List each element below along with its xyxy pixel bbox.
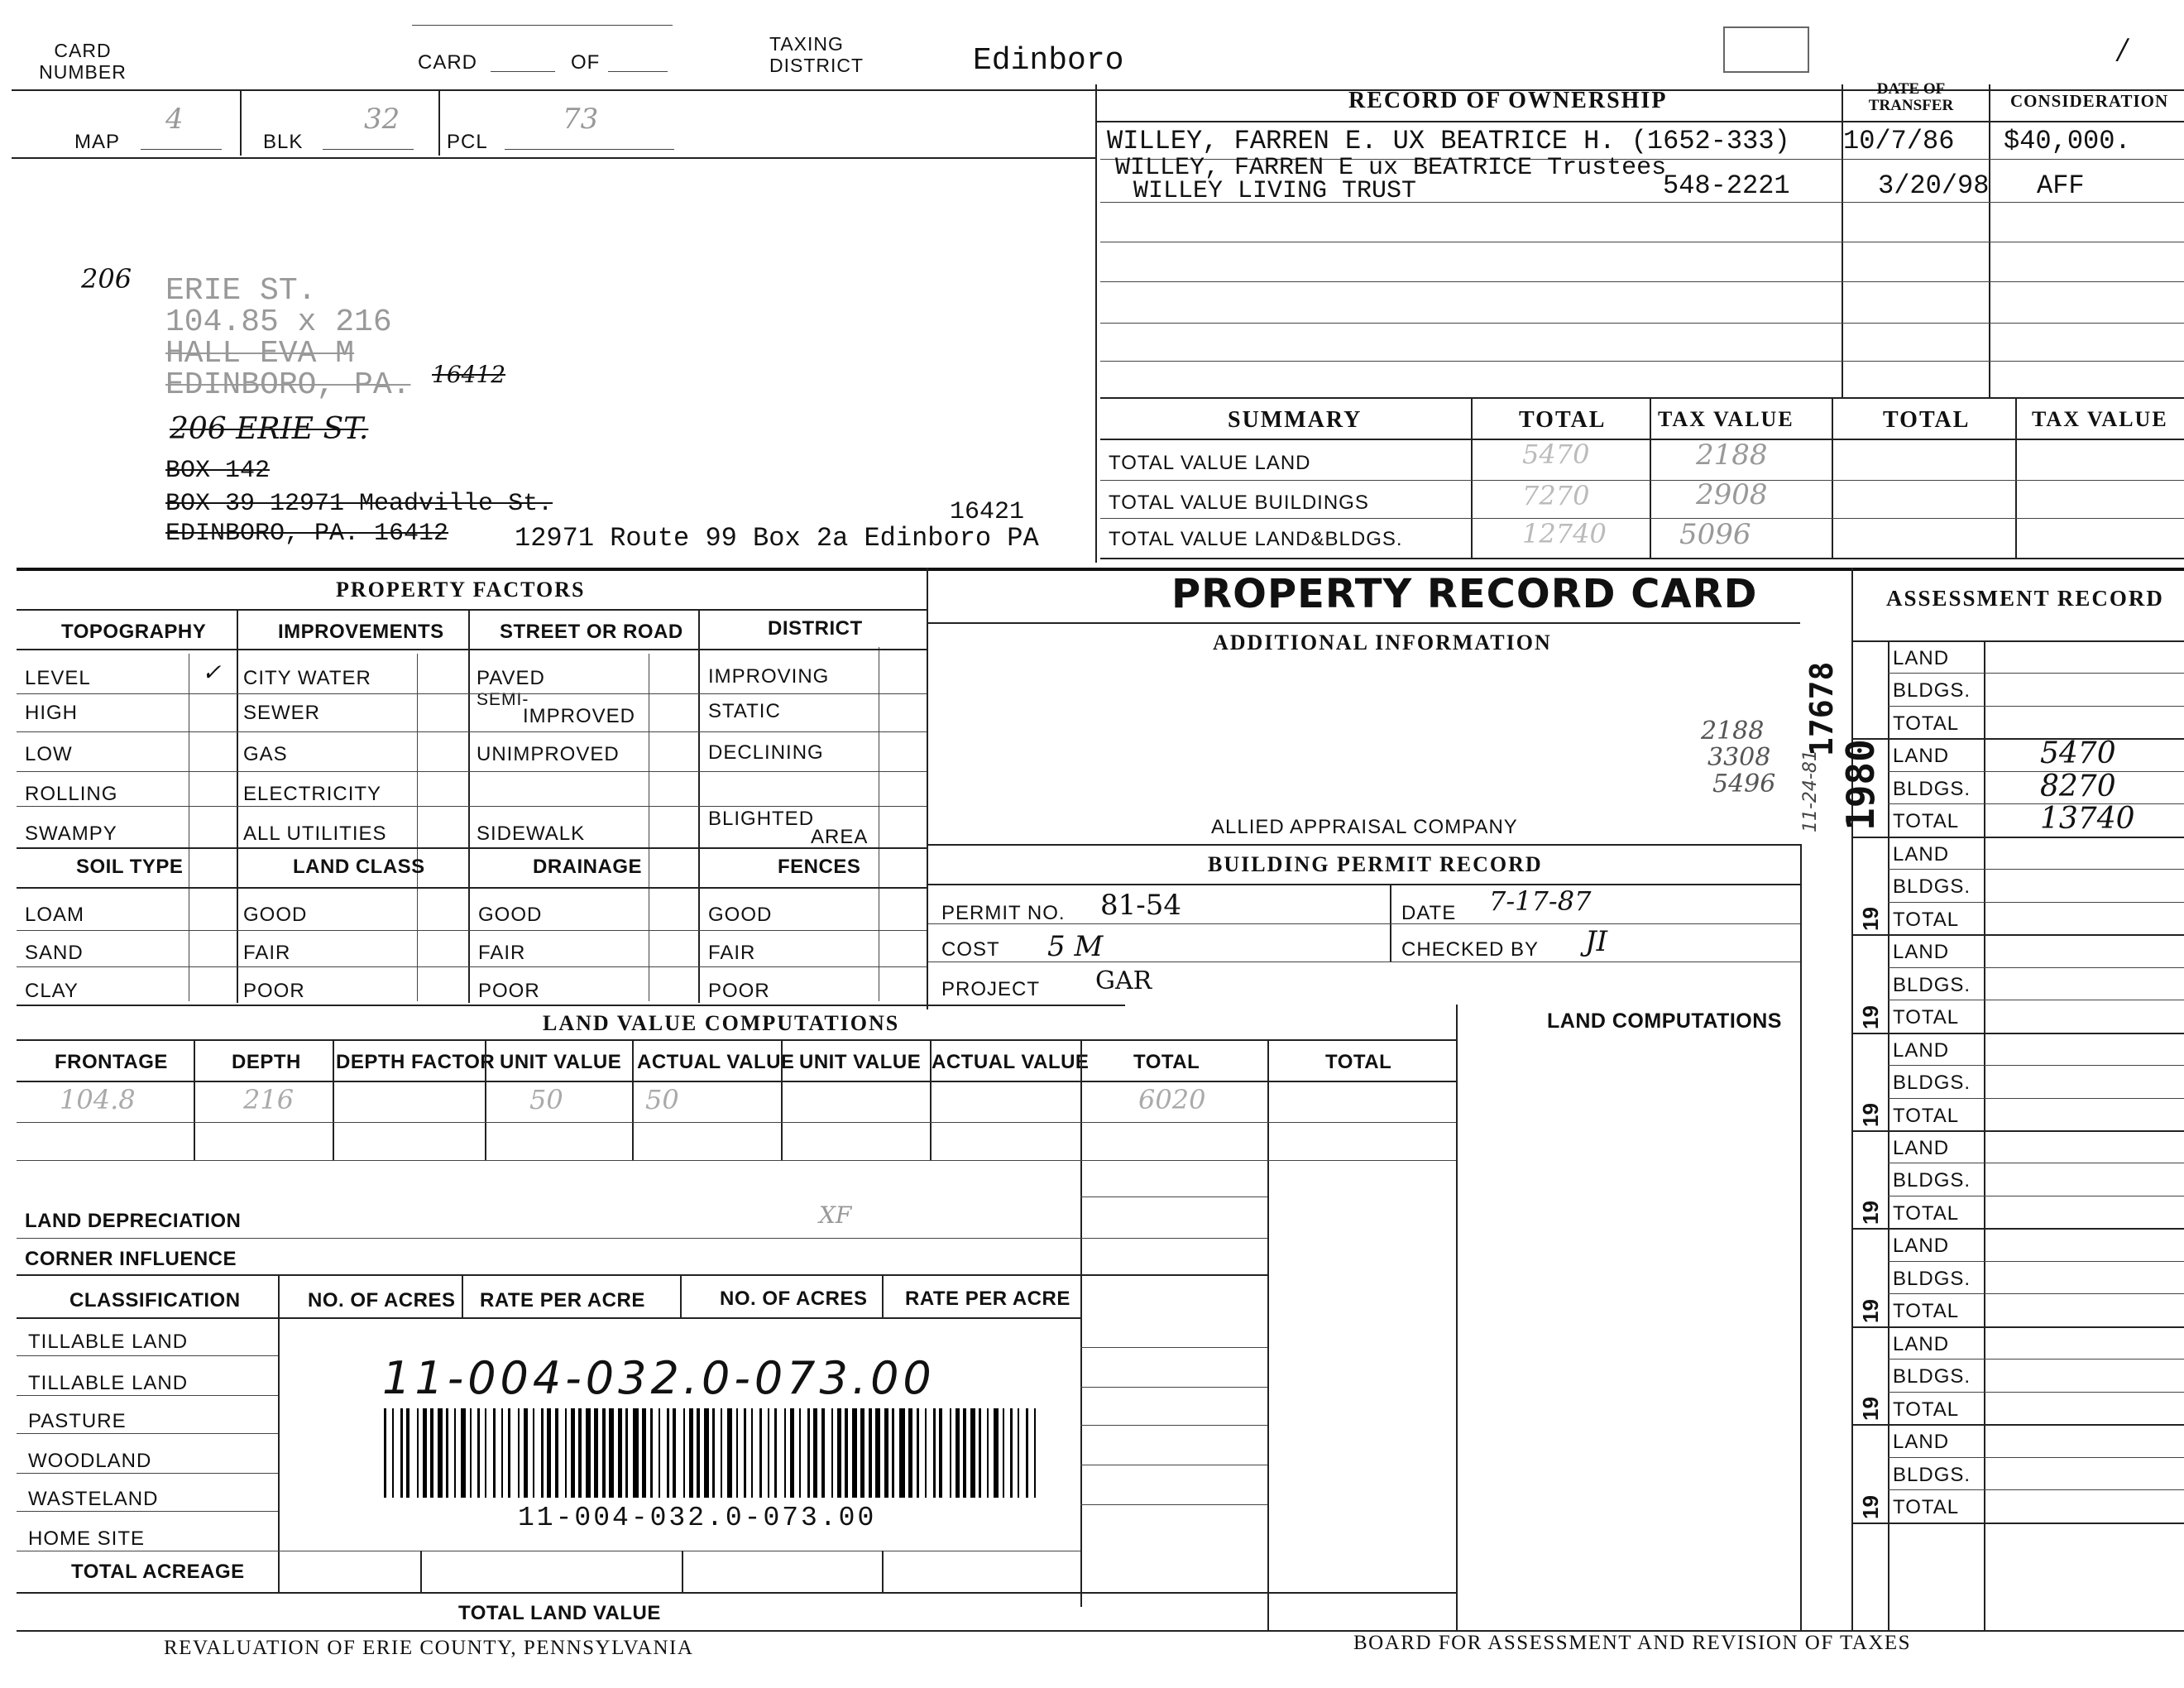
district-area: AREA <box>811 826 869 848</box>
summary-total-header-2: TOTAL <box>1883 407 1971 433</box>
assessment-block-rule <box>1851 1326 2184 1328</box>
summary-col-1 <box>1471 397 1473 558</box>
summary-land-total: 5470 <box>1522 439 1590 470</box>
lvc-depth-value: 216 <box>243 1084 295 1115</box>
acreage-bottom-rule <box>17 1592 1456 1594</box>
class-col-2 <box>462 1274 463 1319</box>
assessment-row-rule <box>1888 1359 2184 1360</box>
assessment-block-rule <box>1851 1033 2184 1034</box>
ownership-left-border <box>1095 84 1097 563</box>
additional-info-value-2: 3308 <box>1707 743 1771 772</box>
summary-header-rule <box>1100 439 2184 440</box>
lvc-header-actual-value: ACTUAL VALUE <box>637 1051 795 1073</box>
footer-left: REVALUATION OF ERIE COUNTY, PENNSYLVANIA <box>164 1637 694 1659</box>
permit-cost-value: 5 M <box>1047 930 1104 963</box>
old-zip: 16412 <box>432 361 506 388</box>
ownership-row-rule-2 <box>1100 202 2184 203</box>
lvc-col-4 <box>632 1039 634 1160</box>
parcel-id-barcode-text: 11-004-032.0-073.00 <box>518 1503 877 1533</box>
summary-landbldg-total: 12740 <box>1522 518 1607 549</box>
permit-row-rule-2 <box>928 961 1800 962</box>
summary-tax-header: TAX VALUE <box>1658 407 1794 431</box>
old-street-hand: 206 ERIE ST. <box>170 412 369 446</box>
assessment-row-label: TOTAL <box>1893 1398 1960 1421</box>
land-computations-title: LAND COMPUTATIONS <box>1547 1009 1782 1033</box>
lvc-header-unit-value-2: UNIT VALUE <box>799 1051 922 1073</box>
prc-title-rule <box>928 622 1800 624</box>
lvc-header-total-2: TOTAL <box>1325 1051 1392 1073</box>
class-rule-1 <box>17 1355 278 1356</box>
mid-section-rule <box>17 568 2184 571</box>
permit-row-rule <box>928 923 1800 924</box>
of-blank <box>608 71 668 72</box>
district-blighted: BLIGHTED <box>708 808 815 830</box>
assessment-row-label: TOTAL <box>1893 712 1960 735</box>
blk-value: 32 <box>364 103 400 136</box>
summary-col-4 <box>2015 397 2017 558</box>
assessment-year-prefix: 19 <box>1858 1103 1883 1127</box>
class-rule-4 <box>17 1473 278 1474</box>
summary-row-land: TOTAL VALUE LAND <box>1109 452 1311 474</box>
assessment-row-label: LAND <box>1893 843 1950 866</box>
class-col-1 <box>278 1274 280 1592</box>
old-box: BOX 142 <box>165 457 271 485</box>
map-row-bottom <box>12 157 1095 159</box>
xf-note: XF <box>819 1201 852 1229</box>
date-of-transfer-header: DATE OF TRANSFER <box>1868 80 1954 114</box>
soil-header-rule <box>17 887 927 889</box>
land-value-title: LAND VALUE COMPUTATIONS <box>543 1011 900 1035</box>
summary-rule-1 <box>1100 480 2184 481</box>
assessment-year-prefix: 19 <box>1858 1201 1883 1225</box>
assessment-block-rule <box>1851 934 2184 936</box>
street-semi: SEMI- <box>477 690 529 709</box>
street-improved: IMPROVED <box>523 705 636 727</box>
assessment-block-rule <box>1851 1424 2184 1426</box>
soil-clay: CLAY <box>25 980 79 1002</box>
additional-info-value-1: 2188 <box>1701 717 1765 746</box>
consideration-header: CONSIDERATION <box>2010 91 2169 111</box>
assessment-row-label: BLDGS. <box>1893 1268 1971 1290</box>
soil-sand: SAND <box>25 942 84 964</box>
lvc-total-value: 6020 <box>1138 1084 1206 1115</box>
topo-low: LOW <box>25 743 73 765</box>
assessment-row-label: TOTAL <box>1893 810 1960 832</box>
acres-header: NO. OF ACRES <box>308 1289 456 1312</box>
drainage-good: GOOD <box>478 904 543 926</box>
assessment-row-rule <box>1888 1261 2184 1262</box>
owner-row-1: WILLEY, FARREN E. UX BEATRICE H. (1652-333) <box>1107 126 1790 156</box>
card-number-value: / <box>2118 33 2128 66</box>
lvc-col-3 <box>485 1039 486 1160</box>
lvc-total-rule-a <box>1080 1347 1267 1348</box>
ownership-row-rule-6 <box>1100 361 2184 362</box>
lvc-unit-value: 50 <box>529 1084 563 1115</box>
improvement-electricity: ELECTRICITY <box>243 783 382 805</box>
ownership-row-rule-5 <box>1100 323 2184 324</box>
assessment-left-border <box>1851 568 1853 1630</box>
assessment-block-rule <box>1851 1523 2184 1524</box>
lvc-header-depth-factor: DEPTH FACTOR <box>336 1051 496 1073</box>
class-rule-2 <box>17 1395 278 1396</box>
checked-by-label: CHECKED BY <box>1401 938 1540 961</box>
building-permit-title: BUILDING PERMIT RECORD <box>1208 852 1543 876</box>
street-unimproved: UNIMPROVED <box>477 743 620 765</box>
ownership-title: RECORD OF OWNERSHIP <box>1348 88 1668 113</box>
lvc-col-1 <box>194 1039 195 1160</box>
lvc-total-rule-b <box>1080 1387 1267 1388</box>
property-factors-title: PROPERTY FACTORS <box>336 578 586 602</box>
street-sidewalk: SIDEWALK <box>477 822 586 845</box>
soil-row-1 <box>17 930 927 931</box>
district-static: STATIC <box>708 700 781 722</box>
fences-poor: POOR <box>708 980 770 1002</box>
corner-influence: CORNER INFLUENCE <box>25 1248 237 1270</box>
trust-ref: 548-2221 <box>1663 170 1790 201</box>
blk-blank <box>323 149 414 150</box>
summary-rule-2 <box>1100 518 2184 519</box>
pf-check-col-2 <box>417 654 418 1001</box>
blk-label: BLK <box>263 131 304 153</box>
summary-total-header: TOTAL <box>1519 407 1607 433</box>
pf-row-2 <box>17 731 927 732</box>
owner-date-1: 10/7/86 <box>1843 126 1955 156</box>
class-home-site: HOME SITE <box>28 1527 146 1550</box>
lvc-header-frontage: FRONTAGE <box>55 1051 168 1073</box>
assessment-value-bldgs: 8270 <box>2040 770 2116 803</box>
lvc-row-rule-1 <box>17 1122 1456 1123</box>
street-address: ERIE ST. <box>165 273 317 309</box>
assessment-title-rule <box>1851 640 2184 642</box>
assessment-row-label: BLDGS. <box>1893 1464 1971 1486</box>
lvc-col-6 <box>930 1039 932 1160</box>
assessment-row-label: BLDGS. <box>1893 778 1971 800</box>
summary-title: SUMMARY <box>1228 407 1363 433</box>
class-tillable-1: TILLABLE LAND <box>28 1331 189 1353</box>
district-declining: DECLINING <box>708 741 824 764</box>
fences-good: GOOD <box>708 904 773 926</box>
lvc-col-5 <box>781 1039 783 1160</box>
assessment-row-label: TOTAL <box>1893 1006 1960 1029</box>
lvc-row-rule-2 <box>17 1160 1456 1161</box>
card-blank <box>491 71 555 72</box>
class-col-4 <box>882 1274 884 1319</box>
land-class-header: LAND CLASS <box>293 856 425 878</box>
old-city: EDINBORO, PA. <box>165 367 411 403</box>
land-comp-right-border <box>1800 844 1802 1630</box>
ownership-bottom-rule <box>1100 397 2184 399</box>
owner-row-2: WILLEY, FARREN E ux BEATRICE Trustees <box>1115 154 1667 182</box>
soil-bottom-rule <box>17 1005 1125 1006</box>
assessment-row-rule <box>1888 1457 2184 1458</box>
assessment-row-label: BLDGS. <box>1893 1365 1971 1388</box>
pf-row-1 <box>17 693 927 694</box>
old-box-2: BOX 39 12971 Meadville St. <box>165 490 553 518</box>
card-top-rule <box>412 25 673 26</box>
property-record-card-title: PROPERTY RECORD CARD <box>1171 571 1758 617</box>
permit-title-rule <box>928 884 1800 885</box>
district-header: DISTRICT <box>768 617 863 640</box>
assessment-row-label: TOTAL <box>1893 1105 1960 1127</box>
assessment-value-land: 5470 <box>2040 736 2116 770</box>
new-zip: 16421 <box>950 498 1025 526</box>
permit-project-label: PROJECT <box>941 978 1041 1000</box>
soil-row-2 <box>17 966 927 967</box>
consideration-col-border <box>1989 84 1990 397</box>
level-check: ✓ <box>202 659 222 686</box>
permit-cost-label: COST <box>941 938 1000 961</box>
new-address: 12971 Route 99 Box 2a Edinboro PA <box>515 523 1039 554</box>
assessment-label-col <box>1984 640 1985 1630</box>
assessment-row-label: TOTAL <box>1893 1300 1960 1322</box>
assessment-row-rule <box>1888 902 2184 903</box>
permit-project-value: GAR <box>1095 966 1152 995</box>
assessment-row-rule <box>1888 967 2184 968</box>
lvc-right-border <box>1456 1005 1458 1630</box>
lvc-row-rule-3 <box>1080 1196 1267 1197</box>
lvc-total-rule-c <box>1080 1425 1267 1426</box>
class-col-3 <box>680 1274 682 1319</box>
assessment-row-label: LAND <box>1893 647 1950 669</box>
topo-rolling: ROLLING <box>25 783 118 805</box>
assessment-block-rule <box>1851 738 2184 740</box>
assessment-row-label: TOTAL <box>1893 1202 1960 1225</box>
permit-date-label: DATE <box>1401 902 1457 924</box>
assessment-row-label: LAND <box>1893 745 1950 767</box>
ownership-header-rule <box>1095 121 2184 122</box>
lvc-header-depth: DEPTH <box>232 1051 301 1073</box>
assessment-row-label: TOTAL <box>1893 909 1960 931</box>
lvc-col-7 <box>1080 1039 1082 1607</box>
summary-land-tax: 2188 <box>1696 439 1768 472</box>
permit-no-label: PERMIT NO. <box>941 902 1066 924</box>
summary-landbldg-tax: 5096 <box>1679 518 1751 551</box>
taxing-district-label: TAXING DISTRICT <box>769 33 864 76</box>
assessment-year-prefix: 19 <box>1858 1495 1883 1519</box>
land-class-fair: FAIR <box>243 942 291 964</box>
summary-tax-header-2: TAX VALUE <box>2032 407 2168 431</box>
assessment-row-rule <box>1888 1098 2184 1099</box>
topo-level: LEVEL <box>25 667 91 689</box>
footer-right: BOARD FOR ASSESSMENT AND REVISION OF TAXES <box>1353 1632 1912 1654</box>
fences-header: FENCES <box>778 856 861 878</box>
class-rule-3 <box>17 1433 278 1434</box>
assessment-row-label: BLDGS. <box>1893 679 1971 702</box>
trust-name: WILLEY LIVING TRUST <box>1133 177 1417 205</box>
stamp-1980: 1980 <box>1838 739 1883 831</box>
street-paved: PAVED <box>477 667 545 689</box>
lvc-header-unit-value: UNIT VALUE <box>500 1051 622 1073</box>
soil-type-header: SOIL TYPE <box>76 856 184 878</box>
acreage-col-a <box>420 1551 422 1592</box>
assessment-row-label: BLDGS. <box>1893 1072 1971 1094</box>
lvc-total-rule-e <box>1080 1504 1267 1505</box>
assessment-value-total: 13740 <box>2040 802 2135 836</box>
card-label: CARD <box>418 51 478 74</box>
summary-bldg-tax: 2908 <box>1696 478 1768 511</box>
topo-swampy: SWAMPY <box>25 822 117 845</box>
lvc-col-2 <box>333 1039 334 1160</box>
improvement-sewer: SEWER <box>243 702 321 724</box>
lvc-header-rule <box>17 1081 1456 1082</box>
rate-header-2: RATE PER ACRE <box>905 1288 1070 1310</box>
lvc-title-rule <box>17 1039 1456 1041</box>
total-land-value: TOTAL LAND VALUE <box>458 1602 661 1624</box>
land-class-poor: POOR <box>243 980 305 1002</box>
assessment-row-rule <box>1888 771 2184 772</box>
acres-header-2: NO. OF ACRES <box>720 1288 868 1310</box>
assessment-year-prefix: 19 <box>1858 1397 1883 1421</box>
assessment-row-rule <box>1888 673 2184 674</box>
topo-high: HIGH <box>25 702 78 724</box>
lvc-header-actual-value-2: ACTUAL VALUE <box>932 1051 1090 1073</box>
assessment-row-label: TOTAL <box>1893 1496 1960 1518</box>
assessment-row-rule <box>1888 1489 2184 1490</box>
map-blank <box>141 149 222 150</box>
of-label: OF <box>571 51 601 74</box>
rate-header: RATE PER ACRE <box>480 1289 645 1312</box>
class-woodland: WOODLAND <box>28 1450 152 1472</box>
lot-dimensions: 104.85 x 216 <box>165 305 392 340</box>
allied-appraisal: ALLIED APPRAISAL COMPANY <box>1211 816 1518 838</box>
additional-info-bottom <box>928 844 1800 846</box>
stamp-date-note: 11-24-81 <box>1800 750 1821 832</box>
street-header: STREET OR ROAD <box>500 621 683 643</box>
summary-bldg-total: 7270 <box>1522 480 1590 511</box>
map-label: MAP <box>74 131 121 153</box>
parcel-id-handwritten: 11-004-032.0-073.00 <box>382 1352 936 1404</box>
improvement-gas: GAS <box>243 743 288 765</box>
permit-col-divider <box>1390 884 1391 961</box>
assessment-year-prefix: 19 <box>1858 1005 1883 1029</box>
assessment-row-rule <box>1888 803 2184 804</box>
assessment-row-label: BLDGS. <box>1893 875 1971 898</box>
acreage-col-b <box>682 1551 683 1592</box>
checked-by-value: JI <box>1585 925 1608 958</box>
old-owner: HALL EVA M <box>165 336 355 372</box>
land-depreciation: LAND DEPRECIATION <box>25 1210 242 1232</box>
assessment-row-rule <box>1888 706 2184 707</box>
assessment-row-rule <box>1888 1392 2184 1393</box>
lvc-header-total: TOTAL <box>1133 1051 1200 1073</box>
assessment-year-prefix: 19 <box>1858 1299 1883 1323</box>
owner-consideration-2: AFF <box>2037 170 2085 201</box>
parcel-barcode <box>382 1408 1039 1499</box>
pf-row-4 <box>17 806 927 807</box>
pf-title-rule <box>17 609 927 611</box>
owner-date-2: 3/20/98 <box>1878 170 1990 201</box>
lvc-actual-value: 50 <box>645 1084 679 1115</box>
drainage-header: DRAINAGE <box>533 856 643 878</box>
assessment-row-rule <box>1888 1065 2184 1066</box>
classification-header: CLASSIFICATION <box>69 1289 241 1312</box>
class-pasture: PASTURE <box>28 1410 127 1432</box>
additional-info-value-3: 5496 <box>1712 770 1776 798</box>
class-rule-5 <box>17 1511 278 1512</box>
assessment-row-label: LAND <box>1893 941 1950 963</box>
class-wasteland: WASTELAND <box>28 1488 159 1510</box>
assessment-title: ASSESSMENT RECORD <box>1886 586 2164 611</box>
permit-date-value: 7-17-87 <box>1489 885 1592 917</box>
lvc-row-rule-4 <box>17 1238 1267 1239</box>
stamp-17678: 17678 <box>1803 661 1840 756</box>
assessment-row-label: LAND <box>1893 1333 1950 1355</box>
ownership-row-rule-4 <box>1100 281 2184 282</box>
assessment-row-label: BLDGS. <box>1893 974 1971 996</box>
class-tillable-2: TILLABLE LAND <box>28 1372 189 1394</box>
permit-no-value: 81-54 <box>1100 889 1182 922</box>
taxing-district-value: Edinboro <box>973 43 1124 79</box>
assessment-block-rule <box>1851 837 2184 838</box>
assessment-year-col <box>1888 640 1889 1630</box>
summary-col-2 <box>1650 397 1651 558</box>
additional-info-title: ADDITIONAL INFORMATION <box>1213 631 1552 655</box>
acreage-col-c <box>882 1551 884 1592</box>
assessment-row-label: BLDGS. <box>1893 1169 1971 1192</box>
improvement-all-utilities: ALL UTILITIES <box>243 822 387 845</box>
district-code-box <box>1723 26 1809 73</box>
map-divider <box>240 89 242 156</box>
improvements-header: IMPROVEMENTS <box>278 621 444 643</box>
map-value: 4 <box>165 103 184 136</box>
old-city-2: EDINBORO, PA. 16412 <box>165 520 449 548</box>
summary-row-buildings: TOTAL VALUE BUILDINGS <box>1109 492 1369 514</box>
pf-row-3 <box>17 771 927 772</box>
assessment-row-label: LAND <box>1893 1137 1950 1159</box>
district-improving: IMPROVING <box>708 665 830 688</box>
total-acreage: TOTAL ACREAGE <box>71 1561 245 1583</box>
pf-header-rule <box>17 649 927 650</box>
pcl-blank <box>505 149 674 150</box>
drainage-poor: POOR <box>478 980 540 1002</box>
assessment-row-label: LAND <box>1893 1431 1950 1453</box>
lvc-row-rule-5 <box>17 1274 1267 1276</box>
pf-right-border <box>927 568 928 1009</box>
card-number-label: CARD NUMBER <box>39 40 127 83</box>
class-header-rule <box>17 1317 1080 1319</box>
drainage-fair: FAIR <box>478 942 526 964</box>
pcl-value: 73 <box>563 103 599 136</box>
assessment-row-label: LAND <box>1893 1039 1950 1062</box>
lvc-frontage-value: 104.8 <box>60 1084 136 1115</box>
assessment-block-rule <box>1851 1228 2184 1230</box>
summary-col-3 <box>1832 397 1833 558</box>
summary-row-land-bldgs: TOTAL VALUE LAND&BLDGS. <box>1109 528 1403 550</box>
assessment-row-rule <box>1888 1293 2184 1294</box>
pf-row-5 <box>17 847 927 849</box>
lvc-col-8 <box>1267 1039 1269 1630</box>
assessment-block-rule <box>1851 1130 2184 1132</box>
assessment-row-rule <box>1888 869 2184 870</box>
improvement-city-water: CITY WATER <box>243 667 371 689</box>
assessment-year-prefix: 19 <box>1858 907 1883 931</box>
pcl-label: PCL <box>447 131 488 153</box>
topography-header: TOPOGRAPHY <box>61 621 207 643</box>
fences-fair: FAIR <box>708 942 756 964</box>
assessment-row-label: LAND <box>1893 1235 1950 1257</box>
summary-bottom-rule <box>1100 558 2184 559</box>
land-class-good: GOOD <box>243 904 308 926</box>
owner-consideration-1: $40,000. <box>2004 126 2131 156</box>
blk-divider <box>438 89 440 156</box>
house-number: 206 <box>81 263 132 295</box>
soil-loam: LOAM <box>25 904 85 926</box>
